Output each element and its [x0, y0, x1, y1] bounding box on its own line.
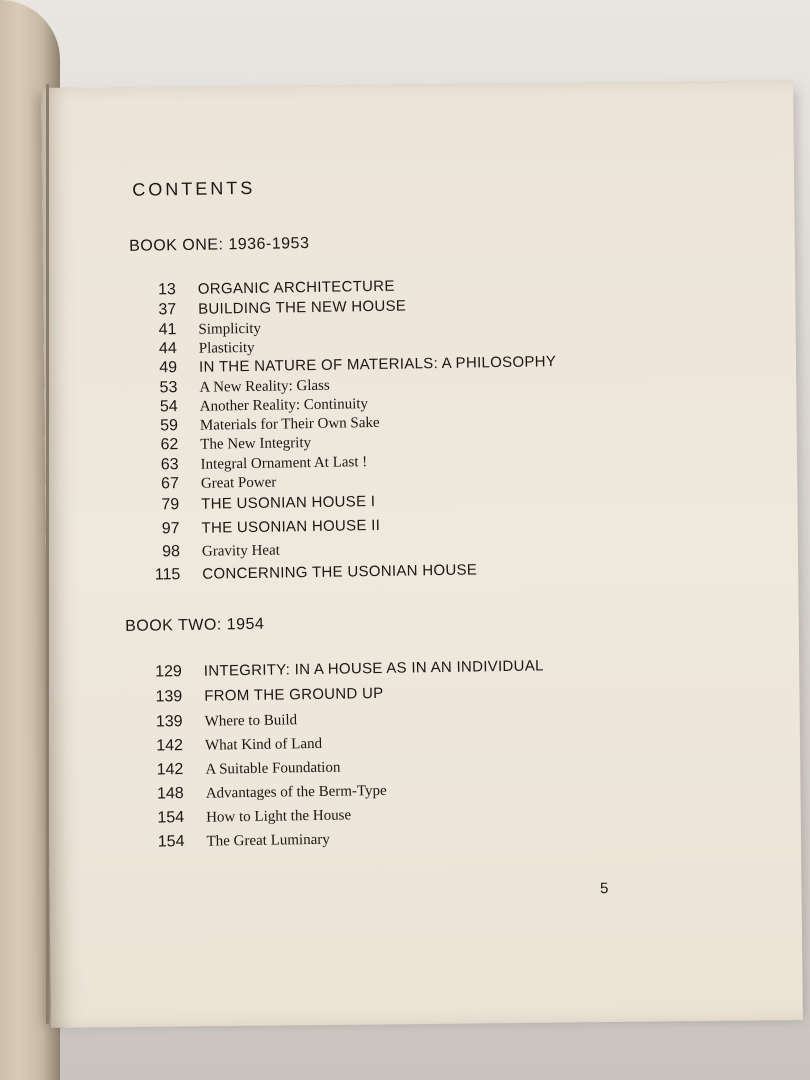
toc-page-number: 79: [161, 496, 180, 514]
toc-entry-title: Plasticity: [198, 339, 255, 357]
toc-entry-title: BUILDING THE NEW HOUSE: [198, 297, 407, 318]
toc-entry-title: How to Light the House: [206, 807, 352, 826]
toc-entry-title: THE USONIAN HOUSE I: [201, 493, 376, 513]
toc-entry-title: A Suitable Foundation: [205, 759, 341, 778]
toc-entry-title: The Great Luminary: [206, 831, 330, 850]
toc-entry-title: Another Reality: Continuity: [199, 396, 369, 415]
toc-entry-title: Advantages of the Berm-Type: [205, 782, 387, 802]
toc-page-number: 98: [162, 543, 181, 561]
toc-page-number: 41: [158, 321, 177, 339]
toc-entry-title: What Kind of Land: [204, 735, 323, 754]
toc-entry-title: Where to Build: [204, 712, 298, 730]
toc-entry-title: A New Reality: Glass: [199, 377, 330, 396]
page-gutter: [46, 84, 49, 1024]
toc-entry-title: INTEGRITY: IN A HOUSE AS IN AN INDIVIDUAL: [203, 657, 544, 680]
toc-page-number: 59: [160, 417, 179, 435]
toc-entry-title: Materials for Their Own Sake: [199, 414, 380, 434]
toc-page-number: 139: [155, 713, 183, 731]
toc-page-number: 67: [160, 475, 180, 493]
toc-page-number: 142: [156, 737, 184, 755]
toc-entry-title: Gravity Heat: [201, 542, 280, 560]
toc-page-number: 37: [158, 301, 177, 319]
toc-page-number: 63: [160, 456, 179, 474]
toc-entry-title: IN THE NATURE OF MATERIALS: A PHILOSOPHY: [198, 353, 557, 376]
toc-entry-title: Simplicity: [198, 320, 262, 338]
toc-page-number: 129: [155, 663, 182, 681]
toc-entry-title: FROM THE GROUND UP: [204, 684, 384, 705]
book-one-heading: BOOK ONE: 1936-1953: [129, 235, 310, 255]
book-two-heading: BOOK TWO: 1954: [125, 615, 265, 635]
toc-page-number: 97: [161, 520, 180, 538]
toc-page-number: 148: [156, 785, 184, 803]
toc-page-number: 154: [157, 809, 185, 827]
toc-entry-title: Integral Ornament At Last !: [200, 454, 368, 473]
toc-entry-title: Great Power: [200, 474, 277, 492]
toc-entry-title: The New Integrity: [200, 435, 312, 453]
toc-page-number: 115: [154, 566, 181, 584]
toc-page-number: 139: [155, 688, 183, 706]
toc-page-number: 142: [156, 761, 184, 779]
toc-page-number: 62: [160, 436, 179, 454]
page-title: CONTENTS: [132, 177, 256, 200]
toc-page-number: 154: [157, 833, 185, 851]
toc-entry-title: CONCERNING THE USONIAN HOUSE: [202, 561, 478, 583]
toc-entry-title: ORGANIC ARCHITECTURE: [197, 277, 395, 298]
toc-entry-title: THE USONIAN HOUSE II: [201, 516, 381, 537]
toc-page-number: 13: [157, 281, 176, 299]
toc-page-number: 53: [159, 379, 178, 397]
folio-page-number: 5: [599, 879, 609, 898]
toc-page-number: 44: [158, 340, 177, 358]
toc-page-number: 49: [159, 359, 178, 377]
toc-page-number: 54: [159, 398, 178, 416]
